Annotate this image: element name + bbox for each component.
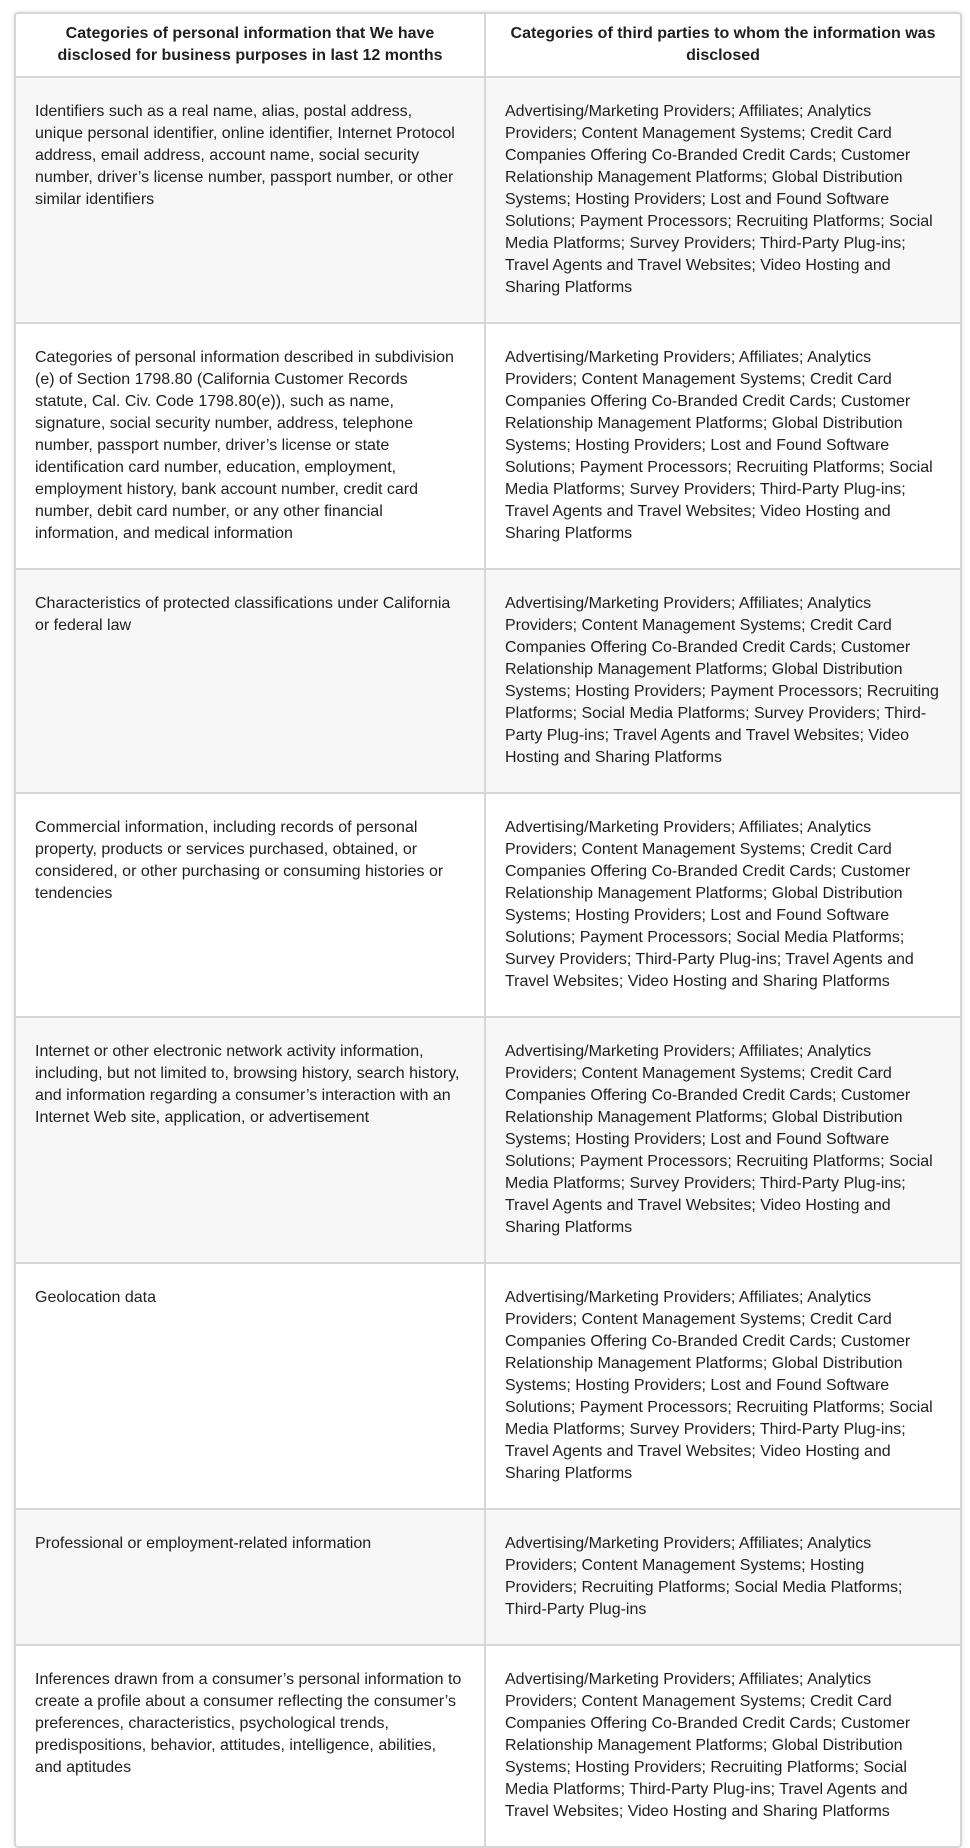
category-cell: Inferences drawn from a consumer’s personal information to create a profile about a consumer reflecting the consumer’s preferences, characteristics, psychological trends, predispositions, behavior, attitudes, intelligence, abilities, and aptitudes bbox=[16, 1645, 485, 1846]
table-row bbox=[16, 1263, 960, 1509]
table-row bbox=[16, 793, 960, 1017]
header-personal-info-categories: Categories of personal information that We have disclosed for business purposes in last 12 months bbox=[16, 14, 485, 77]
third-parties-cell: Advertising/Marketing Providers; Affiliates; Analytics Providers; Content Management Systems; Credit Card Companies Offering Co-Branded Credit Cards; Customer Relationship Management Platforms; Global Distribution Systems; Hosting Providers; Recruiting Platforms; Social Media Platforms; Third-Party Plug-ins; Travel Agents and Travel Websites; Video Hosting and Sharing Platforms bbox=[485, 1645, 960, 1846]
category-cell: Internet or other electronic network activity information, including, but not limited to, browsing history, search history, and information regarding a consumer’s interaction with an Internet Web site, application, or advertisement bbox=[16, 1017, 485, 1263]
table-row bbox=[16, 323, 960, 569]
table-row bbox=[16, 1509, 960, 1645]
table-row bbox=[16, 77, 960, 323]
third-parties-cell: Advertising/Marketing Providers; Affiliates; Analytics Providers; Content Management Systems; Credit Card Companies Offering Co-Branded Credit Cards; Customer Relationship Management Platforms; Global Distribution Systems; Hosting Providers; Lost and Found Software Solutions; Payment Processors; Recruiting Platforms; Social Media Platforms; Survey Providers; Third-Party Plug-ins; Travel Agents and Travel Websites; Video Hosting and Sharing Platforms bbox=[485, 1017, 960, 1263]
table-row bbox=[16, 569, 960, 793]
category-cell: Commercial information, including records of personal property, products or services purchased, obtained, or considered, or other purchasing or consuming histories or tendencies bbox=[16, 793, 485, 1017]
category-cell: Professional or employment-related information bbox=[16, 1509, 485, 1645]
table-row bbox=[16, 1645, 960, 1846]
third-parties-cell: Advertising/Marketing Providers; Affiliates; Analytics Providers; Content Management Systems; Credit Card Companies Offering Co-Branded Credit Cards; Customer Relationship Management Platforms; Global Distribution Systems; Hosting Providers; Payment Processors; Recruiting Platforms; Social Media Platforms; Survey Providers; Third-Party Plug-ins; Travel Agents and Travel Websites; Video Hosting and Sharing Platforms bbox=[485, 569, 960, 793]
category-cell: Geolocation data bbox=[16, 1263, 485, 1509]
header-third-party-categories: Categories of third parties to whom the information was disclosed bbox=[485, 14, 960, 77]
category-cell: Identifiers such as a real name, alias, postal address, unique personal identifier, online identifier, Internet Protocol address, email address, account name, social security number, driver’s license number, passport number, or other similar identifiers bbox=[16, 77, 485, 323]
table-header-row bbox=[16, 14, 960, 77]
category-cell: Categories of personal information described in subdivision (e) of Section 1798.80 (California Customer Records statute, Cal. Civ. Code 1798.80(e)), such as name, signature, social security number, address, telephone number, passport number, driver’s license or state identification card number, education, employment, employment history, bank account number, credit card number, debit card number, or any other financial information, and medical information bbox=[16, 323, 485, 569]
table-row bbox=[16, 1017, 960, 1263]
disclosure-table-container bbox=[14, 12, 962, 1848]
third-parties-cell: Advertising/Marketing Providers; Affiliates; Analytics Providers; Content Management Systems; Credit Card Companies Offering Co-Branded Credit Cards; Customer Relationship Management Platforms; Global Distribution Systems; Hosting Providers; Lost and Found Software Solutions; Payment Processors; Recruiting Platforms; Social Media Platforms; Survey Providers; Third-Party Plug-ins; Travel Agents and Travel Websites; Video Hosting and Sharing Platforms bbox=[485, 77, 960, 323]
category-cell: Characteristics of protected classifications under California or federal law bbox=[16, 569, 485, 793]
third-parties-cell: Advertising/Marketing Providers; Affiliates; Analytics Providers; Content Management Systems; Hosting Providers; Recruiting Platforms; Social Media Platforms; Third-Party Plug-ins bbox=[485, 1509, 960, 1645]
disclosure-table bbox=[16, 14, 960, 1846]
third-parties-cell: Advertising/Marketing Providers; Affiliates; Analytics Providers; Content Management Systems; Credit Card Companies Offering Co-Branded Credit Cards; Customer Relationship Management Platforms; Global Distribution Systems; Hosting Providers; Lost and Found Software Solutions; Payment Processors; Recruiting Platforms; Social Media Platforms; Survey Providers; Third-Party Plug-ins; Travel Agents and Travel Websites; Video Hosting and Sharing Platforms bbox=[485, 323, 960, 569]
third-parties-cell: Advertising/Marketing Providers; Affiliates; Analytics Providers; Content Management Systems; Credit Card Companies Offering Co-Branded Credit Cards; Customer Relationship Management Platforms; Global Distribution Systems; Hosting Providers; Lost and Found Software Solutions; Payment Processors; Social Media Platforms; Survey Providers; Third-Party Plug-ins; Travel Agents and Travel Websites; Video Hosting and Sharing Platforms bbox=[485, 793, 960, 1017]
third-parties-cell: Advertising/Marketing Providers; Affiliates; Analytics Providers; Content Management Systems; Credit Card Companies Offering Co-Branded Credit Cards; Customer Relationship Management Platforms; Global Distribution Systems; Hosting Providers; Lost and Found Software Solutions; Payment Processors; Recruiting Platforms; Social Media Platforms; Survey Providers; Third-Party Plug-ins; Travel Agents and Travel Websites; Video Hosting and Sharing Platforms bbox=[485, 1263, 960, 1509]
